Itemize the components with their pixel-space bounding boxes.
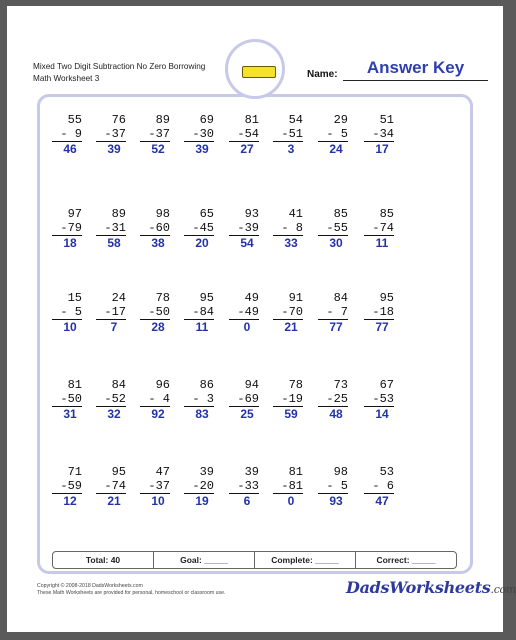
answer: 52: [151, 142, 165, 156]
copyright-line-1: Copyright © 2008-2018 DadsWorksheets.com: [37, 583, 143, 589]
minuend: 47: [155, 465, 170, 479]
answer: 7: [110, 320, 118, 334]
answer: 6: [243, 494, 251, 508]
worksheet-page: [7, 6, 516, 632]
minuend: 95: [379, 291, 394, 305]
answer: 25: [240, 407, 254, 421]
subtrahend: -50: [52, 392, 82, 407]
problem: [229, 465, 259, 509]
brand-name: DadsWorksheets: [346, 578, 491, 597]
copyright-line-2: These Math Worksheets are provided for personal, homeschool or classroom use.: [37, 590, 226, 596]
minuend: 81: [288, 465, 303, 479]
subtrahend: -31: [96, 221, 126, 236]
problem: [140, 113, 170, 157]
problem: [364, 113, 394, 157]
problem: [184, 207, 214, 251]
problem: [184, 113, 214, 157]
answer: 12: [63, 494, 77, 508]
minuend: 85: [379, 207, 394, 221]
problem: [140, 207, 170, 251]
problem: [318, 113, 348, 157]
problem: [52, 465, 82, 509]
minuend: 89: [155, 113, 170, 127]
subtrahend: -34: [364, 127, 394, 142]
answer: 3: [287, 142, 295, 156]
answer: 17: [375, 142, 389, 156]
minuend: 94: [244, 378, 259, 392]
minuend: 65: [199, 207, 214, 221]
answer: 31: [63, 407, 77, 421]
subtrahend: -53: [364, 392, 394, 407]
problem: [318, 291, 348, 335]
subtrahend: -52: [96, 392, 126, 407]
problem: [140, 465, 170, 509]
minuend: 91: [288, 291, 303, 305]
problem: [229, 207, 259, 251]
subtrahend: - 9: [52, 127, 82, 142]
problem: [364, 378, 394, 422]
problem: [364, 465, 394, 509]
problem: [318, 207, 348, 251]
score-box: [52, 551, 457, 569]
minuend: 29: [333, 113, 348, 127]
answer: 32: [107, 407, 121, 421]
subtrahend: -60: [140, 221, 170, 236]
subtrahend: -33: [229, 479, 259, 494]
answer: 0: [243, 320, 251, 334]
minuend: 98: [333, 465, 348, 479]
subtrahend: -84: [184, 305, 214, 320]
minuend: 85: [333, 207, 348, 221]
minuend: 67: [379, 378, 394, 392]
minuend: 84: [333, 291, 348, 305]
answer: 14: [375, 407, 389, 421]
answer: 77: [329, 320, 343, 334]
answer: 11: [195, 320, 209, 334]
problem: [96, 113, 126, 157]
subtrahend: -79: [52, 221, 82, 236]
minuend: 51: [379, 113, 394, 127]
minuend: 89: [111, 207, 126, 221]
problem: [96, 291, 126, 335]
problem: [184, 378, 214, 422]
subtrahend: -39: [229, 221, 259, 236]
answer: 92: [151, 407, 165, 421]
minuend: 53: [379, 465, 394, 479]
complete-cell: Complete: _____: [255, 552, 356, 568]
pencil-eraser-logo: [225, 39, 285, 99]
minuend: 24: [111, 291, 126, 305]
subtrahend: -50: [140, 305, 170, 320]
minuend: 78: [288, 378, 303, 392]
brand-suffix: .com: [490, 583, 516, 596]
subtrahend: -37: [140, 127, 170, 142]
subtrahend: -18: [364, 305, 394, 320]
subtrahend: - 3: [184, 392, 214, 407]
subtrahend: -17: [96, 305, 126, 320]
answer: 46: [63, 142, 77, 156]
name-label: Name:: [307, 69, 338, 80]
brand-logo: [346, 578, 516, 597]
minuend: 95: [199, 291, 214, 305]
answer: 54: [240, 236, 254, 250]
problem: [229, 291, 259, 335]
correct-cell: Correct: _____: [376, 555, 436, 565]
answer: 20: [195, 236, 209, 250]
answer: 47: [375, 494, 389, 508]
subtrahend: - 7: [318, 305, 348, 320]
total-cell: Total: 40: [53, 552, 154, 568]
answer: 11: [375, 236, 389, 250]
subtrahend: - 6: [364, 479, 394, 494]
subtrahend: -74: [364, 221, 394, 236]
subtrahend: -37: [96, 127, 126, 142]
answer: 77: [375, 320, 389, 334]
subtrahend: -45: [184, 221, 214, 236]
minuend: 86: [199, 378, 214, 392]
answer: 38: [151, 236, 165, 250]
answer: 21: [107, 494, 121, 508]
problem: [184, 291, 214, 335]
copyright-notice: [37, 583, 225, 597]
subtrahend: -69: [229, 392, 259, 407]
subtrahend: - 5: [318, 127, 348, 142]
subtrahend: -54: [229, 127, 259, 142]
minuend: 81: [244, 113, 259, 127]
minuend: 76: [111, 113, 126, 127]
problem: [364, 207, 394, 251]
problem: [52, 113, 82, 157]
answer: 21: [284, 320, 298, 334]
answer: 10: [151, 494, 165, 508]
answer: 33: [284, 236, 298, 250]
minuend: 69: [199, 113, 214, 127]
answer-key-heading: Answer Key: [366, 58, 465, 77]
problem: [96, 378, 126, 422]
subtrahend: -59: [52, 479, 82, 494]
problem: [273, 207, 303, 251]
answer: 30: [329, 236, 343, 250]
minuend: 41: [288, 207, 303, 221]
answer: 18: [63, 236, 77, 250]
answer: 24: [329, 142, 343, 156]
eraser-icon: [242, 66, 276, 78]
minuend: 39: [244, 465, 259, 479]
worksheet-title: [33, 61, 205, 85]
minuend: 78: [155, 291, 170, 305]
problem: [229, 113, 259, 157]
answer: 83: [195, 407, 209, 421]
title-line-1: Mixed Two Digit Subtraction No Zero Borrowing: [33, 62, 206, 71]
problem: [318, 378, 348, 422]
subtrahend: - 5: [52, 305, 82, 320]
answer: 0: [287, 494, 295, 508]
problem: [140, 291, 170, 335]
subtrahend: -37: [140, 479, 170, 494]
subtrahend: - 5: [318, 479, 348, 494]
minuend: 93: [244, 207, 259, 221]
answer: 59: [284, 407, 298, 421]
answer: 48: [329, 407, 343, 421]
answer: 28: [151, 320, 165, 334]
answer: 10: [63, 320, 77, 334]
subtrahend: -30: [184, 127, 214, 142]
goal-cell: Goal: _____: [154, 552, 255, 568]
problem: [273, 465, 303, 509]
subtrahend: -74: [96, 479, 126, 494]
problem: [318, 465, 348, 509]
minuend: 71: [67, 465, 82, 479]
minuend: 15: [67, 291, 82, 305]
subtrahend: -55: [318, 221, 348, 236]
subtrahend: -81: [273, 479, 303, 494]
minuend: 81: [67, 378, 82, 392]
answer: 39: [195, 142, 209, 156]
problem: [140, 378, 170, 422]
problem: [52, 207, 82, 251]
problem: [229, 378, 259, 422]
problem: [273, 378, 303, 422]
minuend: 54: [288, 113, 303, 127]
problem: [52, 378, 82, 422]
answer: 93: [329, 494, 343, 508]
subtrahend: - 4: [140, 392, 170, 407]
minuend: 49: [244, 291, 259, 305]
minuend: 98: [155, 207, 170, 221]
subtrahend: -20: [184, 479, 214, 494]
problem: [364, 291, 394, 335]
problem: [273, 291, 303, 335]
problem: [96, 465, 126, 509]
minuend: 39: [199, 465, 214, 479]
answer: 27: [240, 142, 254, 156]
subtrahend: -25: [318, 392, 348, 407]
problem: [52, 291, 82, 335]
title-line-2: Math Worksheet 3: [33, 74, 100, 83]
problem: [184, 465, 214, 509]
subtrahend: -49: [229, 305, 259, 320]
subtrahend: -19: [273, 392, 303, 407]
subtrahend: - 8: [273, 221, 303, 236]
problem: [96, 207, 126, 251]
subtrahend: -70: [273, 305, 303, 320]
answer: 58: [107, 236, 121, 250]
minuend: 96: [155, 378, 170, 392]
minuend: 84: [111, 378, 126, 392]
minuend: 73: [333, 378, 348, 392]
problem: [273, 113, 303, 157]
answer: 19: [195, 494, 209, 508]
subtrahend: -51: [273, 127, 303, 142]
name-line: [343, 80, 488, 81]
minuend: 95: [111, 465, 126, 479]
answer: 39: [107, 142, 121, 156]
minuend: 55: [67, 113, 82, 127]
minuend: 97: [67, 207, 82, 221]
